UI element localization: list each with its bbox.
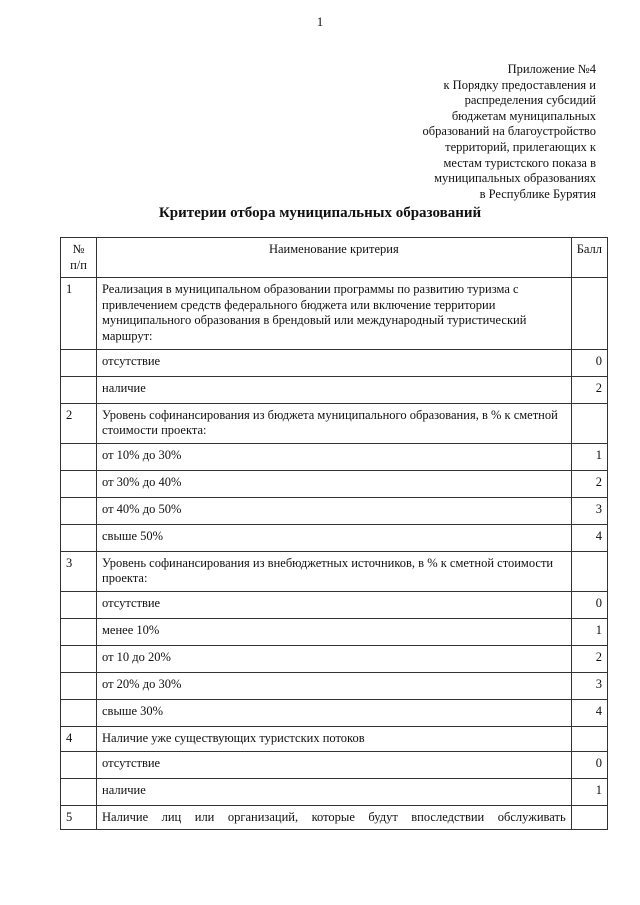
row-criterion: Уровень софинансирования из бюджета муниципального образования, в % к сметной стоимости проекта:: [97, 403, 572, 443]
row-criterion: от 10 до 20%: [97, 645, 572, 672]
row-number: [61, 349, 97, 376]
row-criterion: отсутствие: [97, 591, 572, 618]
row-score: 0: [571, 751, 607, 778]
row-criterion: менее 10%: [97, 618, 572, 645]
row-number: 5: [61, 805, 97, 830]
appendix-line: муниципальных образованиях: [434, 171, 596, 186]
table-row: [61, 778, 608, 805]
appendix-line: Приложение №4: [507, 62, 596, 76]
table-row: [61, 645, 608, 672]
row-criterion: Наличие лиц или организаций, которые будут впоследствии обслуживать: [97, 805, 572, 830]
criteria-table: [60, 237, 608, 830]
header-number-abbr: п/п: [70, 257, 87, 272]
row-number: 1: [61, 278, 97, 349]
row-score: 4: [571, 524, 607, 551]
table-row: [61, 805, 608, 830]
appendix-header: [336, 62, 596, 202]
row-number: [61, 524, 97, 551]
row-number: [61, 672, 97, 699]
row-criterion: Реализация в муниципальном образовании программы по развитию туризма с привлечением средств федерального бюджета или включение территории муниципального образования в брендовый или международный туристический маршрут:: [97, 278, 572, 349]
table-row: [61, 403, 608, 443]
row-number: [61, 443, 97, 470]
row-criterion: отсутствие: [97, 349, 572, 376]
table-header-row: [61, 238, 608, 278]
row-number: [61, 699, 97, 726]
table-row: [61, 376, 608, 403]
row-criterion: отсутствие: [97, 751, 572, 778]
appendix-line: местам туристского показа в: [443, 155, 596, 170]
appendix-line: образований на благоустройство: [422, 124, 596, 139]
row-number: [61, 645, 97, 672]
table-row: [61, 618, 608, 645]
row-criterion: Наличие уже существующих туристских потоков: [97, 726, 572, 751]
row-score: 2: [571, 376, 607, 403]
row-score: 2: [571, 645, 607, 672]
row-number: 3: [61, 551, 97, 591]
table-row: [61, 551, 608, 591]
row-score: [571, 726, 607, 751]
row-number: [61, 470, 97, 497]
appendix-line: распределения субсидий: [464, 93, 596, 108]
row-criterion: наличие: [97, 778, 572, 805]
row-criterion: Уровень софинансирования из внебюджетных источников, в % к сметной стоимости проекта:: [97, 551, 572, 591]
page-number: 1: [316, 14, 324, 29]
row-number: 4: [61, 726, 97, 751]
row-score: 2: [571, 470, 607, 497]
row-score: 3: [571, 497, 607, 524]
appendix-line: территорий, прилегающих к: [445, 139, 596, 154]
row-score: 1: [571, 618, 607, 645]
row-score: [571, 805, 607, 830]
document-title: Критерии отбора муниципальных образований: [158, 205, 482, 221]
table-row: [61, 524, 608, 551]
row-number: 2: [61, 403, 97, 443]
row-score: 1: [571, 778, 607, 805]
table-row: [61, 699, 608, 726]
appendix-line: в Республике Бурятия: [479, 186, 596, 201]
table-row: [61, 672, 608, 699]
row-score: [571, 551, 607, 591]
row-score: 1: [571, 443, 607, 470]
row-criterion: от 10% до 30%: [97, 443, 572, 470]
table-row: [61, 443, 608, 470]
table-row: [61, 349, 608, 376]
table-row: [61, 591, 608, 618]
row-score: 3: [571, 672, 607, 699]
row-number: [61, 751, 97, 778]
header-criterion-name: Наименование критерия: [97, 238, 572, 278]
row-number: [61, 618, 97, 645]
row-criterion: свыше 30%: [97, 699, 572, 726]
header-number-symbol: №: [72, 242, 85, 256]
row-number: [61, 497, 97, 524]
appendix-line: бюджетам муниципальных: [451, 108, 596, 123]
row-criterion: от 20% до 30%: [97, 672, 572, 699]
row-number: [61, 591, 97, 618]
row-score: 0: [571, 591, 607, 618]
table-row: [61, 278, 608, 349]
row-criterion: от 40% до 50%: [97, 497, 572, 524]
table-row: [61, 726, 608, 751]
row-number: [61, 778, 97, 805]
appendix-line: к Порядку предоставления и: [443, 77, 596, 92]
table-row: [61, 751, 608, 778]
row-criterion: от 30% до 40%: [97, 470, 572, 497]
row-score: 0: [571, 349, 607, 376]
table-row: [61, 470, 608, 497]
row-score: [571, 278, 607, 349]
table-row: [61, 497, 608, 524]
row-number: [61, 376, 97, 403]
row-score: 4: [571, 699, 607, 726]
row-score: [571, 403, 607, 443]
header-score: Балл: [571, 238, 607, 278]
row-criterion: свыше 50%: [97, 524, 572, 551]
header-number: [61, 238, 97, 278]
row-criterion: наличие: [97, 376, 572, 403]
